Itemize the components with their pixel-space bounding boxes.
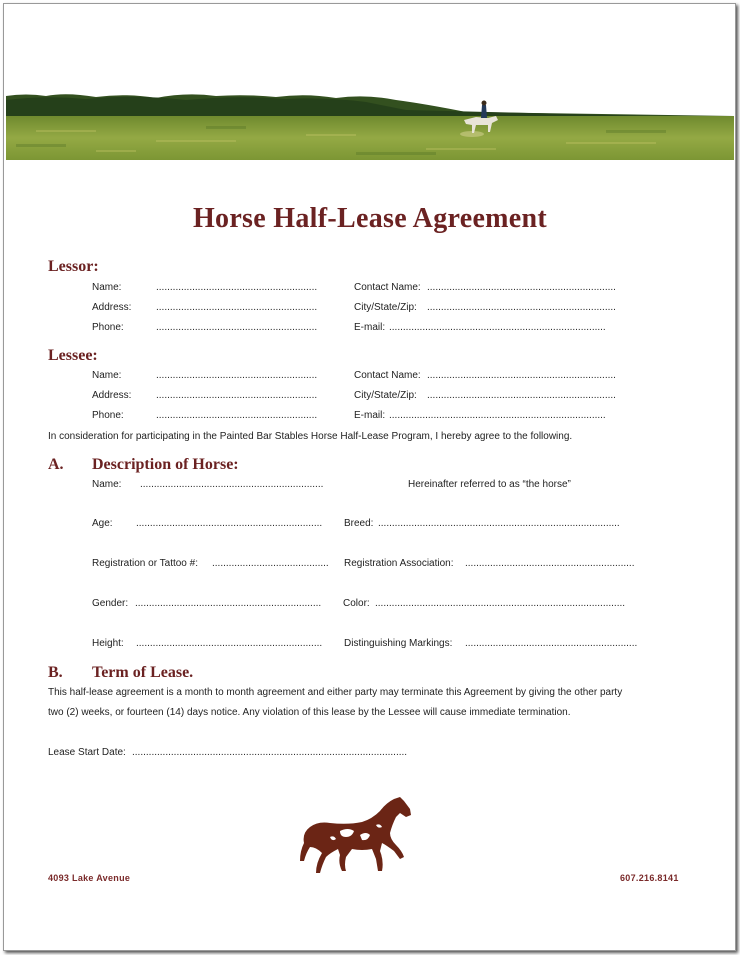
lessor-name-field[interactable]: .......................................................... (156, 282, 318, 293)
field-banner-image (6, 90, 734, 160)
height-label: Height: (92, 638, 124, 649)
lessor-contact-field[interactable]: .................................................................... (427, 282, 616, 293)
lease-start-field[interactable]: ................................................................................................... (132, 747, 408, 758)
section-a-heading: Description of Horse: (92, 456, 239, 473)
lessor-address-field[interactable]: .......................................................... (156, 302, 318, 313)
lessor-phone-label: Phone: (92, 322, 124, 333)
registration-label: Registration or Tattoo #: (92, 558, 198, 569)
page-title: Horse Half-Lease Agreement (192, 203, 548, 234)
lessee-city-field[interactable]: .................................................................... (427, 390, 616, 401)
lessor-phone-field[interactable]: .......................................................... (156, 322, 318, 333)
breed-field[interactable]: ....................................................................................... (378, 518, 620, 529)
lessee-email-field[interactable]: .............................................................................. (389, 410, 606, 421)
lessor-email-label: E-mail: (354, 322, 386, 333)
height-field[interactable]: ................................................................... (136, 638, 323, 649)
lessor-email-field[interactable]: .............................................................................. (389, 322, 606, 333)
footer-address: 4093 Lake Avenue (48, 873, 131, 883)
markings-field[interactable]: .............................................................. (465, 638, 638, 649)
section-a-letter: A. (48, 456, 64, 473)
lessor-city-label: City/State/Zip: (354, 302, 417, 313)
lessee-address-field[interactable]: .......................................................... (156, 390, 318, 401)
hereinafter-text: Hereinafter referred to as “the horse” (408, 479, 571, 490)
term-text-line1: This half-lease agreement is a month to month agreement and either party may terminate this Agreement by giving the other party (48, 687, 623, 698)
lease-start-label: Lease Start Date: (48, 747, 126, 758)
horse-name-field[interactable]: .................................................................. (140, 479, 324, 490)
age-field[interactable]: ................................................................... (136, 518, 323, 529)
lessor-address-label: Address: (92, 302, 132, 313)
lessor-contact-label: Contact Name: (354, 282, 421, 293)
lessee-address-label: Address: (92, 390, 132, 401)
consideration-text: In consideration for participating in the Painted Bar Stables Horse Half-Lease Program, I hereby agree to the following. (48, 431, 573, 442)
gender-label: Gender: (92, 598, 129, 609)
lessee-contact-label: Contact Name: (354, 370, 421, 381)
footer-phone: 607.216.8141 (620, 873, 679, 883)
markings-label: Distinguishing Markings: (344, 638, 453, 649)
color-field[interactable]: .......................................................................................... (375, 598, 626, 609)
age-label: Age: (92, 518, 113, 529)
lessee-email-label: E-mail: (354, 410, 386, 421)
lessee-phone-field[interactable]: .......................................................... (156, 410, 318, 421)
section-b-heading: Term of Lease. (92, 664, 194, 681)
lessor-heading: Lessor: (48, 258, 99, 275)
breed-label: Breed: (344, 518, 374, 529)
horse-name-label: Name: (92, 479, 122, 490)
lessor-name-label: Name: (92, 282, 122, 293)
lessor-city-field[interactable]: .................................................................... (427, 302, 616, 313)
lessee-name-label: Name: (92, 370, 122, 381)
gender-field[interactable]: ................................................................... (135, 598, 322, 609)
lessee-name-field[interactable]: .......................................................... (156, 370, 318, 381)
lessee-contact-field[interactable]: .................................................................... (427, 370, 616, 381)
association-field[interactable]: ............................................................. (465, 558, 635, 569)
color-label: Color: (343, 598, 370, 609)
section-b-letter: B. (48, 664, 63, 681)
term-text-line2: two (2) weeks, or fourteen (14) days notice. Any violation of this lease by the Lessee will cause immediate termination. (48, 707, 571, 718)
lessee-heading: Lessee: (48, 347, 98, 364)
association-label: Registration Association: (344, 558, 454, 569)
lessee-city-label: City/State/Zip: (354, 390, 417, 401)
horse-logo-icon (300, 795, 416, 875)
lessee-phone-label: Phone: (92, 410, 124, 421)
registration-field[interactable]: .......................................... (212, 558, 329, 569)
